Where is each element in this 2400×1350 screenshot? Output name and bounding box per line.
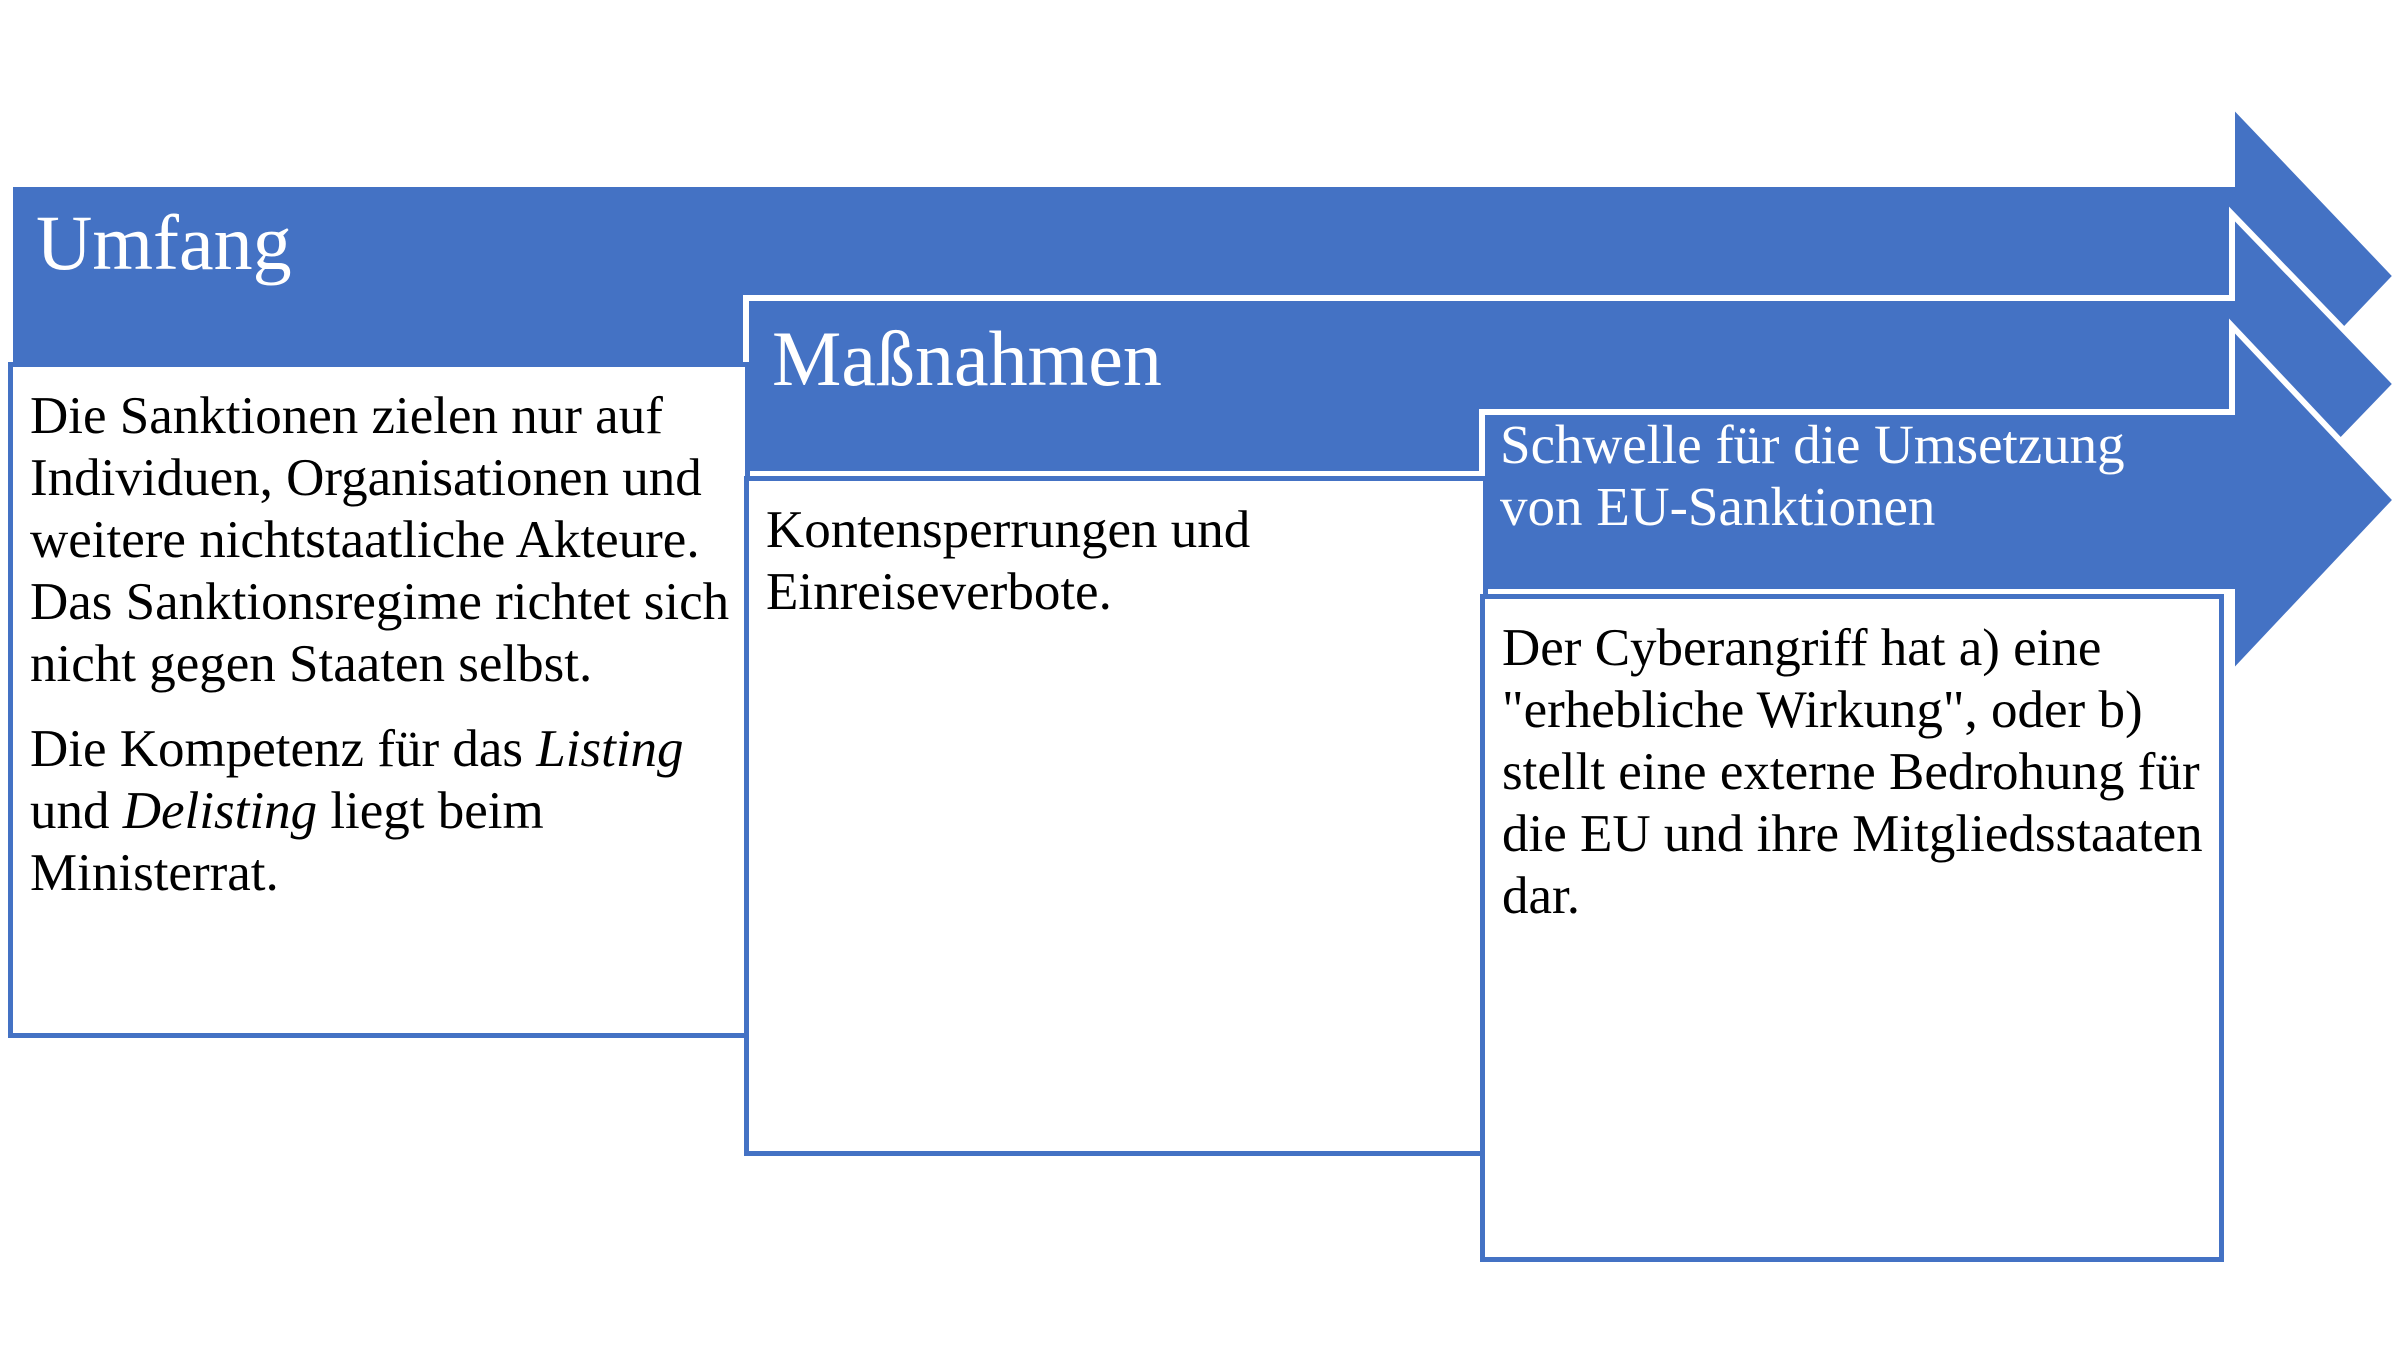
box-umfang-text-2 <box>30 718 731 904</box>
arrow-label-schwelle: Schwelle für die Umsetzung von EU-Sanktionen <box>1500 414 2125 537</box>
text-post: liegt beim Ministerrat. <box>30 782 544 902</box>
text-delisting: Delisting <box>122 782 318 840</box>
box-schwelle-text: Der Cyberangriff hat a) eine "erhebliche Wirkung", oder b) stellt eine externe Bedrohung für die EU und ihre Mitgliedsstaaten dar. <box>1502 619 2203 925</box>
text-pre: Die Kompetenz für das <box>30 720 537 778</box>
box-massnahmen-text: Kontensperrungen und Einreiseverbote. <box>766 501 1251 621</box>
box-schwelle <box>1480 594 2224 1262</box>
box-umfang-text-1: Die Sanktionen zielen nur auf Individuen, Organisationen und weitere nichtstaatliche Akteure. Das Sanktionsregime richtet sich nicht gegen Staaten selbst. <box>30 387 730 693</box>
arrow-label-massnahmen: Maßnahmen <box>772 315 1162 402</box>
text-listing: Listing <box>536 720 684 778</box>
text-mid: und <box>30 782 123 840</box>
arrow-label-umfang: Umfang <box>36 199 292 286</box>
box-massnahmen <box>744 476 1488 1156</box>
box-umfang <box>8 362 750 1038</box>
